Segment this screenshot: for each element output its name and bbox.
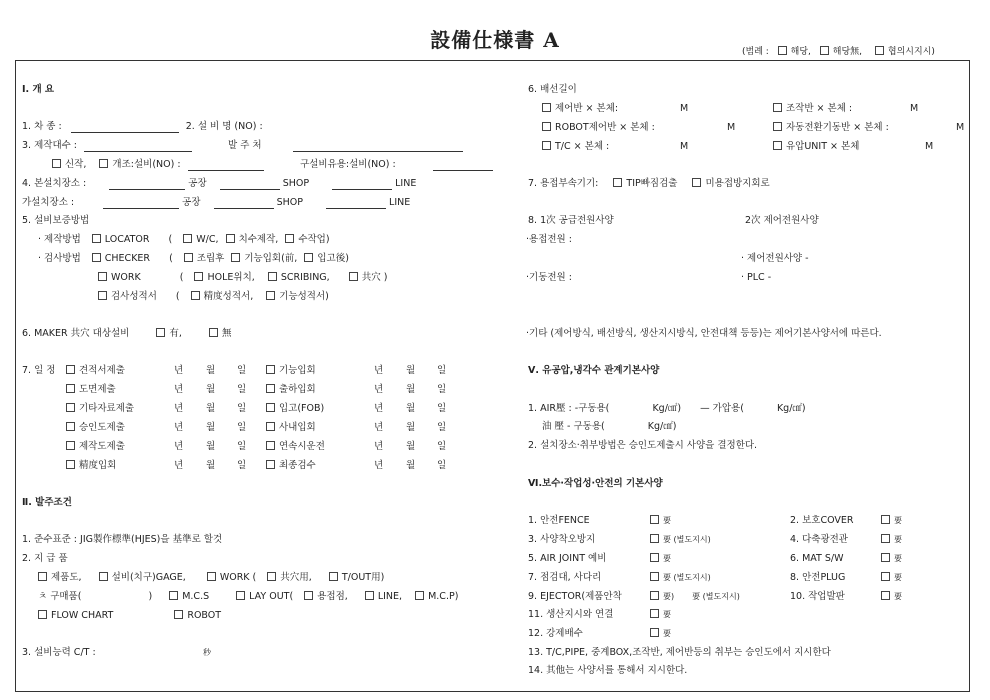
forced-exhaust-label: 12. 강제배수 [528,628,583,639]
safety-check [650,534,711,546]
motor-power-label: ·기동전원 : [526,272,572,283]
checkbox-mcs[interactable] [169,591,178,600]
schedule-item-label: 도면제출 [79,384,116,395]
schedule-item-label: 제작도제출 [79,441,125,452]
insp-method-label: · 검사방법 [38,253,81,264]
safety-item-label: 8. 안전PLUG [790,572,846,583]
checkbox-flowchart[interactable] [38,610,47,619]
line-label: LINE [389,197,411,208]
checkbox[interactable] [875,46,884,55]
etc-text: ·기타 (제어방식, 배선방식, 생산지시방식, 안전대책 등등)는 제어기본사양서에 따른다. [526,328,882,339]
checkbox-forced-exhaust[interactable] [650,628,659,637]
legend-consult: 협의시지시) [887,47,935,57]
micro-weld-label: 미용접방지회로 [705,178,770,189]
checkbox-work[interactable] [98,272,107,281]
schedule-item [66,365,125,377]
wiring-item-label: 자동전환기동반 × 본체 : [786,122,889,133]
handwork-label: 수작업) [298,234,330,245]
safety-req: 要 [894,592,902,601]
section-pneumatic: Ⅴ. 유공압,냉각수 관계기본사양 [528,365,660,376]
schedule-item [66,403,134,415]
checkbox-insp-report[interactable] [98,291,107,300]
checkbox-modify[interactable] [99,159,108,168]
date-unit: 월 [206,384,216,395]
schedule-item [266,403,324,415]
date-unit: 년 [374,441,384,452]
wiring-item [773,103,852,115]
date-unit: 일 [437,441,447,452]
legend-applicable: 해당, [790,47,811,57]
safety-req: 要 (별도지시) [663,573,711,582]
reuse-label: 구설비유용:설비(NO) : [300,159,396,170]
date-unit: 월 [206,365,216,376]
date-unit: 년 [374,422,384,433]
checkbox[interactable] [881,572,890,581]
tout-label: T/OUT用) [341,572,385,583]
qty-field[interactable] [84,142,192,152]
checkbox-maker-yes[interactable] [156,328,165,337]
section-maintenance: Ⅵ.보수·작업성·안전의 기본사양 [528,478,663,489]
meter-unit: M [727,122,736,133]
schedule-label: 7. 일 정 [22,365,56,376]
warranty-label: 5. 설비보증방법 [22,215,90,226]
maker-yes-label: 有, [169,328,182,339]
wiring-item [542,141,609,153]
equip-name-label: 2. 설 비 명 (NO) : [185,121,263,132]
kgcm-unit: Kg/㎠) [652,403,682,414]
section-overview: Ⅰ. 개 요 [22,84,55,95]
safety-req: 要 [894,516,902,525]
checkbox-line[interactable] [365,591,374,600]
checkbox[interactable] [266,422,275,431]
date-unit: 일 [237,403,247,414]
date-unit: 월 [206,460,216,471]
safety-item-label: 7. 점검대, 사다리 [528,572,602,583]
safety-check [881,553,902,565]
date-unit: 년 [174,441,184,452]
document-title: 設備仕様書 A [430,28,560,52]
checkbox-common-use[interactable] [267,572,276,581]
wiring-item-label: 유압UNIT × 본체 [786,141,860,152]
capacity-label: 3. 설비능력 C/T : [22,647,96,658]
schedule-item-label: 기능입회 [279,365,316,376]
safety-req: 要 [663,554,671,563]
checkbox-work-supply[interactable] [207,572,216,581]
checkbox-maker-no[interactable] [209,328,218,337]
wiring-item [773,141,859,153]
safety-req: 要 (별도지시) [663,535,711,544]
schedule-item-label: 입고(FOB) [279,403,325,414]
dash-press-label: — 가압용( [700,403,744,414]
schedule-item [66,422,125,434]
checkbox-product[interactable] [38,572,47,581]
make-method-label: · 제작방법 [38,234,81,245]
checkbox-robot[interactable] [174,610,183,619]
date-unit: 일 [237,365,247,376]
orderer-field[interactable] [293,142,463,152]
date-unit: 일 [437,384,447,395]
legend-none: 해당無, [832,47,863,57]
shop-label: SHOP [276,197,303,208]
wiring-item [542,122,655,134]
safety-item-label: 2. 보호COVER [790,515,854,526]
date-unit: 월 [406,384,416,395]
checkbox[interactable] [542,122,551,131]
factory-label: 공장 [188,178,207,189]
schedule-item [266,384,316,396]
date-unit: 년 [174,365,184,376]
checkbox[interactable] [66,403,75,412]
checkbox[interactable] [66,460,75,469]
date-unit: 월 [406,422,416,433]
safety-check [881,515,902,527]
forced-exhaust-req: 要 [663,629,671,638]
after-assy-label: 조립후 [196,253,225,264]
insp-report-label: 검사성적서 [111,291,157,302]
checkbox[interactable] [266,403,275,412]
checkbox[interactable] [881,591,890,600]
checkbox[interactable] [66,441,75,450]
legend-prefix: (범례 : [742,47,769,57]
hole-pos-label: HOLE위치, [207,272,255,283]
maker-no-label: 無 [221,328,232,339]
checkbox[interactable] [881,515,890,524]
meter-unit: M [680,103,689,114]
mcp-label: M.C.P) [428,591,459,602]
line2-label: LINE, [377,591,403,602]
schedule-item-label: 연속시운전 [279,441,325,452]
checkbox[interactable] [266,365,275,374]
modify-field[interactable] [188,161,264,171]
safety-item-label: 4. 다축광전관 [790,534,848,545]
date-unit: 년 [374,365,384,376]
ctrl-spec-label: · 제어전원사양 - [741,253,809,264]
main-site-shop-field[interactable] [220,180,280,190]
checkbox-func-attend2[interactable] [304,253,313,262]
func-report-label: 기능성적서) [279,291,329,302]
checkbox[interactable] [66,422,75,431]
schedule-item [66,441,125,453]
checkbox[interactable] [266,441,275,450]
date-unit: 년 [374,384,384,395]
date-unit: 월 [206,441,216,452]
wiring-item-label: 조작반 × 본체 : [786,103,853,114]
checkbox[interactable] [778,46,787,55]
schedule-item-label: 사내입회 [279,422,316,433]
plc-label: · PLC - [741,272,772,283]
oil-label: 油 壓 - 구동용( [542,421,605,432]
safety-req: 要 [663,516,671,525]
meter-unit: M [956,122,965,133]
weld-power-label: ·용접전원 : [526,234,572,245]
date-unit: 일 [437,403,447,414]
checkbox[interactable] [650,515,659,524]
install-method-text: 2. 설치장소·취부방법은 승인도제출시 사양을 결정한다. [528,440,758,451]
temp-site-line-field[interactable] [326,199,386,209]
checkbox-mcp[interactable] [415,591,424,600]
wiring-item-label: ROBOT제어반 × 본체 : [555,122,655,133]
schedule-item [266,365,316,377]
power-label: 8. 1次 공급전원사양 [528,215,614,226]
wiring-item [542,103,618,115]
date-unit: 월 [406,460,416,471]
date-unit: 일 [237,441,247,452]
checkbox-prod-link[interactable] [650,609,659,618]
date-unit: 년 [174,403,184,414]
safety-check [650,553,671,565]
checkbox-new[interactable] [52,159,61,168]
checkbox-weld-pt[interactable] [304,591,313,600]
func-attend2-label: 입고後) [317,253,349,264]
checkbox-scribing[interactable] [268,272,277,281]
date-unit: 일 [437,365,447,376]
checkbox[interactable] [881,534,890,543]
checkbox-micro-weld[interactable] [692,178,701,187]
schedule-item-label: 기타자료제출 [79,403,135,414]
meter-unit: M [680,141,689,152]
safety-item-label: 3. 사양착오방지 [528,534,596,545]
schedule-item-label: 精度입회 [79,460,117,471]
checkbox-handwork[interactable] [285,234,294,243]
purchase-label: ㅊ 구매품( [38,591,82,602]
date-unit: 월 [406,403,416,414]
checkbox-dim-make[interactable] [226,234,235,243]
car-type-field[interactable] [71,123,179,133]
main-site-label: 4. 본설치장소 : [22,178,87,189]
checkbox[interactable] [542,141,551,150]
safety-req: 要 [894,554,902,563]
tip-detect-label: TIP빠짐검출 [626,178,678,189]
checkbox[interactable] [881,553,890,562]
qty-label: 3. 제작대수 : [22,140,78,151]
layout-label: LAY OUT( [249,591,294,602]
control-power-label: 2次 제어전원사양 [745,215,819,226]
checkbox-checker[interactable] [92,253,101,262]
checkbox-func-attend[interactable] [231,253,240,262]
safety-check [650,591,740,603]
func-attend-label: 기능입회(前, [244,253,298,264]
mcs-label: M.C.S [182,591,210,602]
checkbox-func-report[interactable] [266,291,275,300]
tc-pipe-text: 13. T/C,PIPE, 중계BOX,조작반, 제어반등의 취부는 승인도에서 지시한다 [528,647,831,658]
prod-link-req: 要 [663,610,671,619]
safety-item-label: 5. AIR JOINT 예비 [528,553,607,564]
wiring-label: 6. 배선길이 [528,84,577,95]
gage-label: 설비(치구)GAGE, [111,572,186,583]
standard-text: 1. 준수표준 : JIG製作標準(HJES)을 基準로 할것 [22,534,223,545]
purchase-close: ) [148,591,153,602]
date-unit: 년 [374,460,384,471]
supply-label: 2. 지 급 품 [22,553,68,564]
air-label: 1. AIR壓 : -구동용( [528,403,610,414]
temp-site-label: 가설치장소 : [22,197,75,208]
safety-req: 要 [894,535,902,544]
date-unit: 일 [237,422,247,433]
factory-label: 공장 [182,197,201,208]
safety-req: 要 [894,573,902,582]
line-label: LINE [395,178,417,189]
schedule-item [266,460,316,472]
others-text: 14. 其他는 사양서를 통해서 지시한다. [528,665,688,676]
wiring-item [773,122,889,134]
checkbox-common-hole[interactable] [349,272,358,281]
schedule-item [266,422,316,434]
safety-item-label: 1. 안전FENCE [528,515,590,526]
schedule-item-label: 최종검수 [279,460,316,471]
checkbox-precision-report[interactable] [191,291,200,300]
safety-item-label: 10. 작업발판 [790,591,845,602]
date-unit: 일 [237,460,247,471]
date-unit: 년 [174,460,184,471]
maker-label: 6. MAKER 共穴 대상설비 [22,328,130,339]
checkbox-tip-detect[interactable] [613,178,622,187]
checkbox[interactable] [773,122,782,131]
legend [742,44,935,57]
safety-req: 要) [663,592,675,601]
checkbox[interactable] [266,460,275,469]
date-unit: 월 [206,403,216,414]
safety-check [881,591,902,603]
safety-check [650,515,671,527]
schedule-item [66,384,116,396]
temp-site-factory-field[interactable] [103,199,179,209]
date-unit: 년 [374,403,384,414]
weld-parts-label: 7. 용접부속기기: [528,178,599,189]
reuse-field[interactable] [433,161,493,171]
weld-pt-label: 용접점, [317,591,348,602]
checkbox[interactable] [773,141,782,150]
checkbox[interactable] [66,384,75,393]
schedule-item [66,460,116,472]
checkbox-gage[interactable] [99,572,108,581]
safety-item-label: 6. MAT S/W [790,553,844,564]
schedule-item [266,441,325,453]
checkbox[interactable] [66,365,75,374]
schedule-item-label: 승인도제출 [79,422,125,433]
work-paren-label: WORK ( [219,572,257,583]
date-unit: 일 [437,460,447,471]
work-label: WORK [111,272,141,283]
checkbox-tout[interactable] [329,572,338,581]
new-label: 신작, [65,159,87,170]
locator-label: LOCATOR [104,234,150,245]
checkbox-hole-pos[interactable] [194,272,203,281]
checkbox-layout[interactable] [236,591,245,600]
prod-link-label: 11. 생산지시와 연결 [528,609,614,620]
main-site-line-field[interactable] [332,180,392,190]
kgcm-unit: Kg/㎠) [776,403,806,414]
checkbox-locator[interactable] [92,234,101,243]
kgcm-unit: Kg/㎠) [647,421,677,432]
safety-check [650,572,711,584]
checkbox-wc[interactable] [183,234,192,243]
schedule-item-label: 견적서제출 [79,365,125,376]
date-unit: 일 [237,384,247,395]
temp-site-shop-field[interactable] [214,199,274,209]
meter-unit: M [910,103,919,114]
section-order-conditions: Ⅱ. 발주조건 [22,497,72,508]
orderer-label: 발 주 처 [228,140,262,151]
shop-label: SHOP [282,178,310,189]
date-unit: 월 [406,441,416,452]
safety-req-extra: 要 (별도지시) [692,592,740,601]
checkbox[interactable] [650,534,659,543]
schedule-item-label: 출하입회 [279,384,316,395]
date-unit: 년 [174,422,184,433]
wiring-item-label: 제어반 × 본체: [555,103,619,114]
date-unit: 월 [206,422,216,433]
dim-make-label: 치수제작, [238,234,279,245]
precision-report-label: 精度성적서, [203,291,254,302]
meter-unit: M [925,141,934,152]
common-use-label: 共穴用, [280,572,312,583]
flowchart-label: FLOW CHART [51,610,114,621]
checkbox[interactable] [650,591,659,600]
wiring-item-label: T/C × 본체 : [555,141,610,152]
checkbox[interactable] [542,103,551,112]
date-unit: 월 [406,365,416,376]
common-hole-label: 共穴 ) [361,272,388,283]
checkbox-after-assy[interactable] [184,253,193,262]
checkbox[interactable] [266,384,275,393]
safety-check [881,572,902,584]
checker-label: CHECKER [104,253,151,264]
checkbox[interactable] [820,46,829,55]
scribing-label: SCRIBING, [280,272,330,283]
modify-label: 개조:설비(NO) : [112,159,181,170]
safety-check [881,534,902,546]
checkbox[interactable] [773,103,782,112]
checkbox[interactable] [650,572,659,581]
date-unit: 년 [174,384,184,395]
safety-item-label: 9. EJECTOR(제품안착 [528,591,622,602]
product-label: 제품도, [51,572,82,583]
car-type-label: 1. 차 종 : [22,121,62,132]
main-site-factory-field[interactable] [109,180,185,190]
robot-label: ROBOT [187,610,222,621]
wc-label: W/C, [196,234,219,245]
sec-unit: 秒 [203,648,211,657]
checkbox[interactable] [650,553,659,562]
date-unit: 일 [437,422,447,433]
